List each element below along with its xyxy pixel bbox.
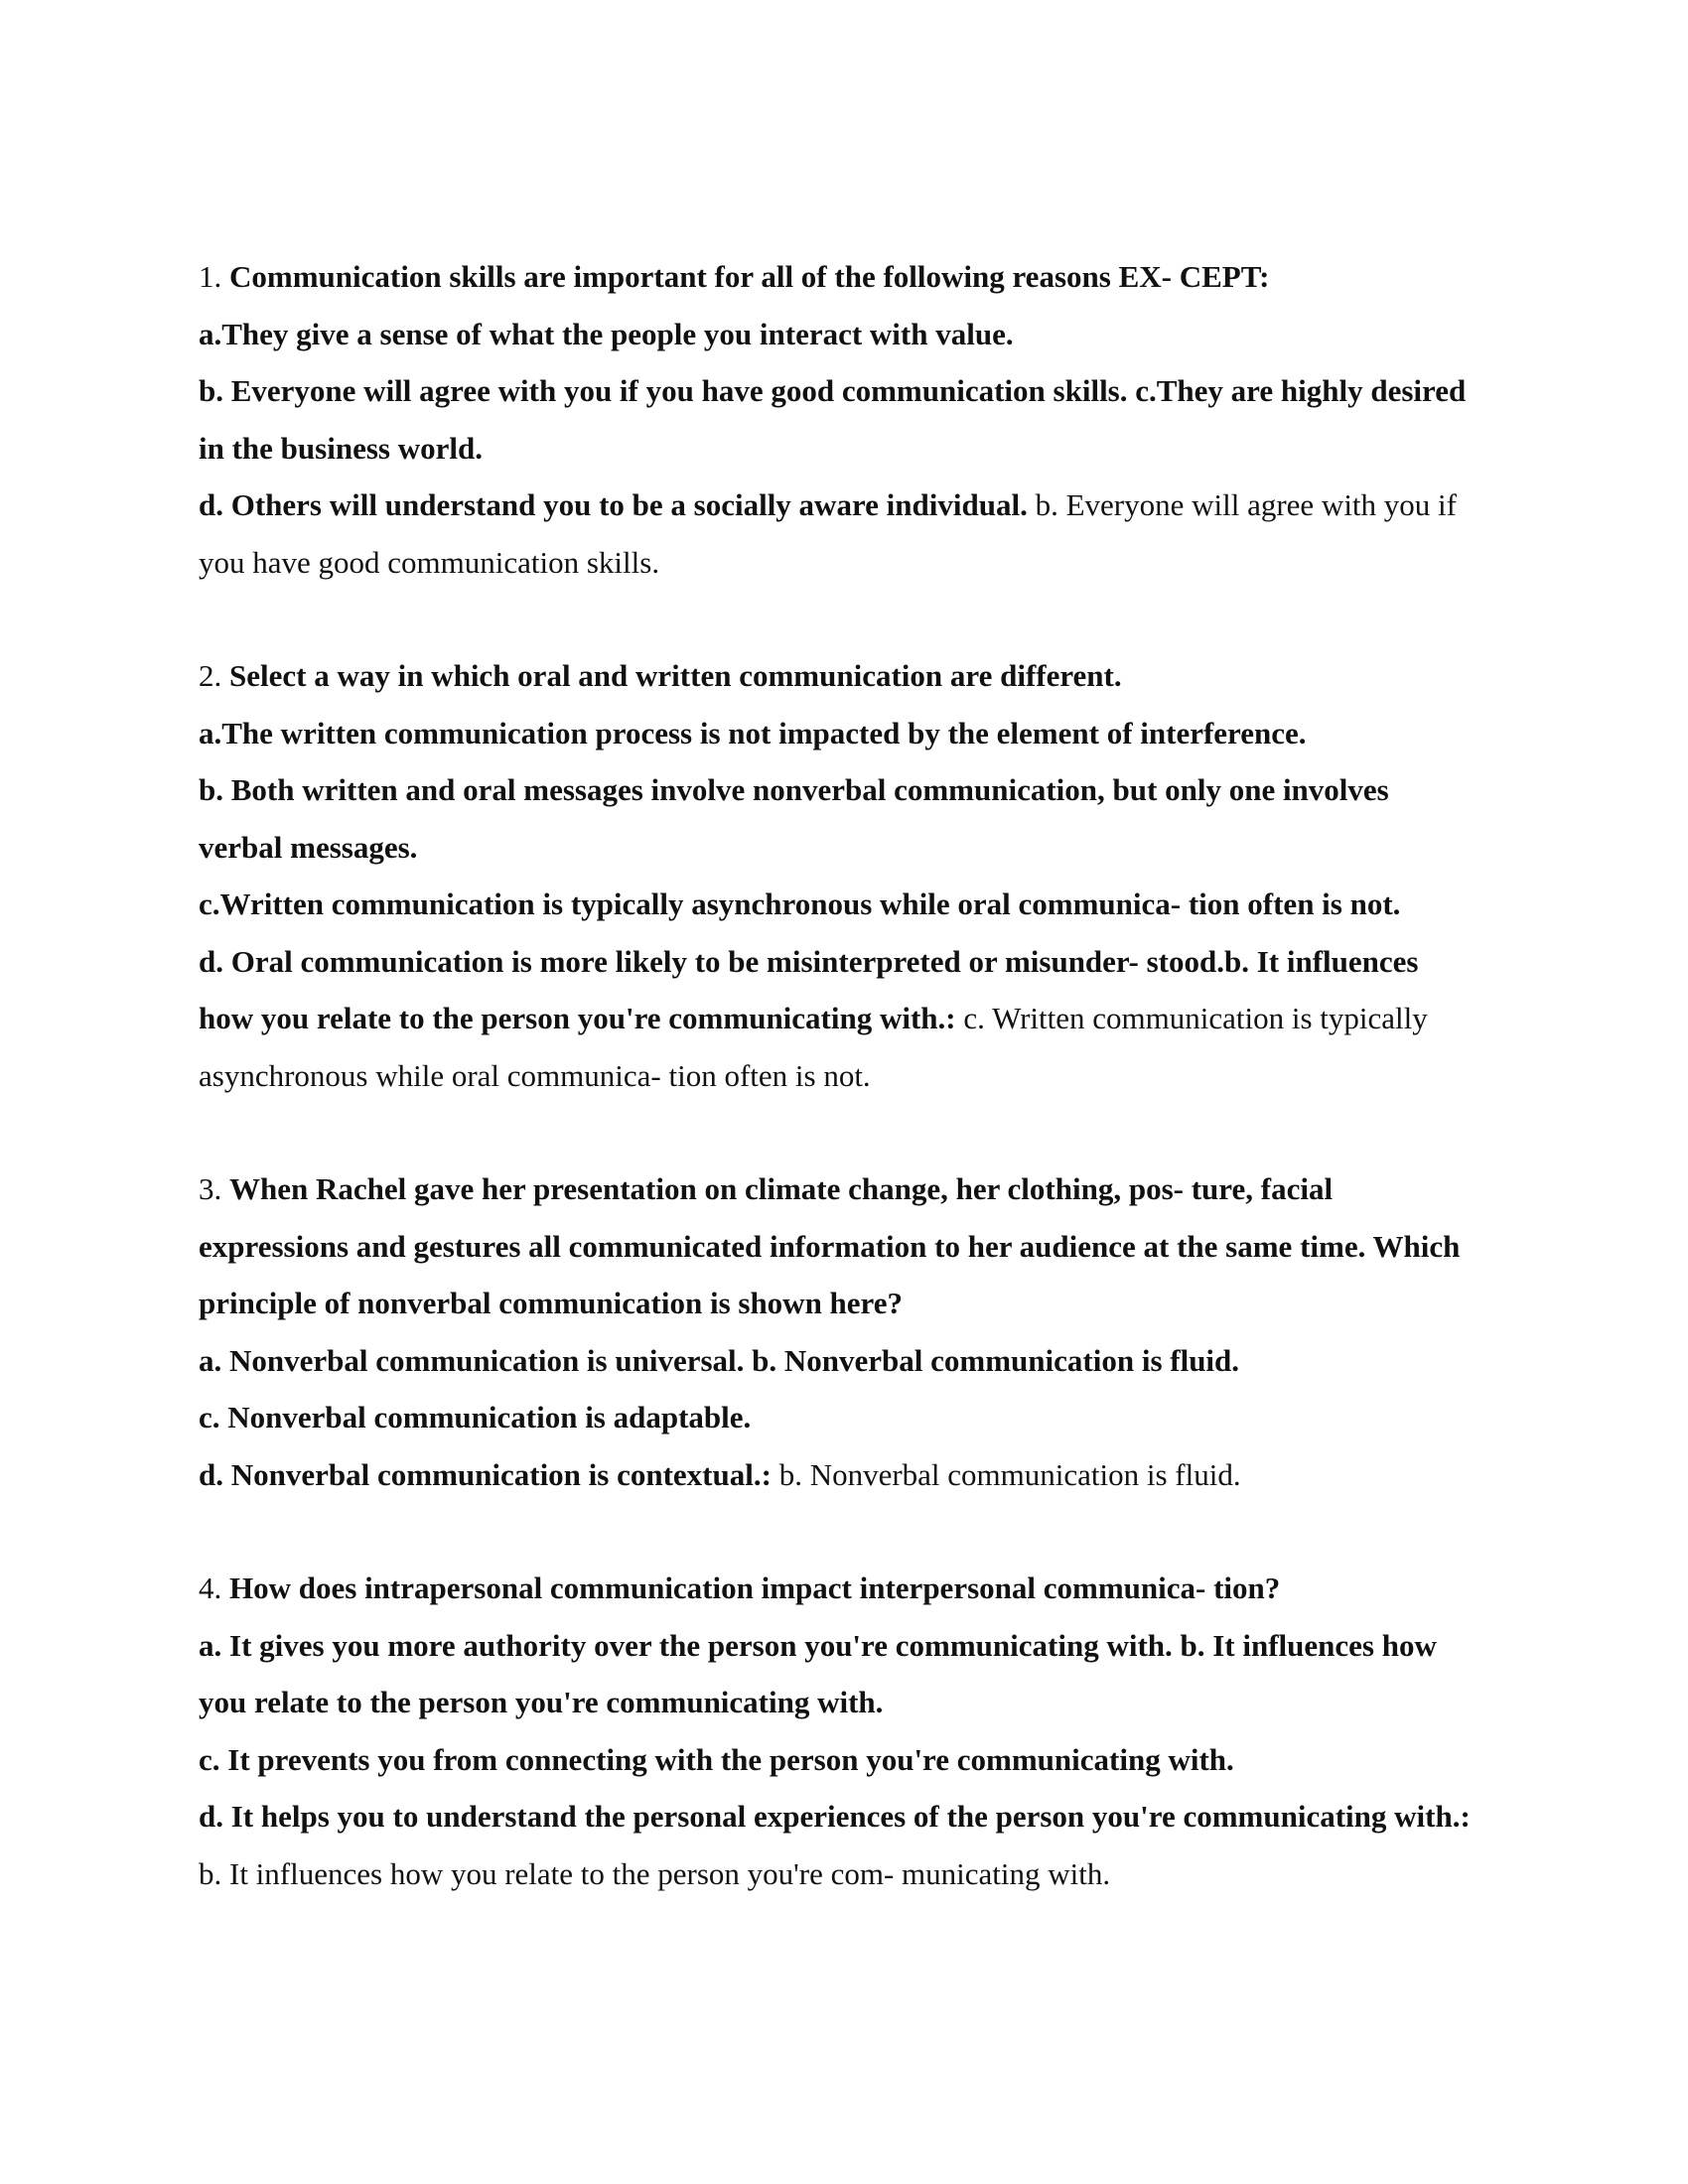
question-2 [199,647,1479,1104]
question-number: 1. [199,259,222,294]
answer-label: b. [778,1456,802,1492]
option-a-b: a. Nonverbal communication is universal. b. Nonverbal communication is fluid. [199,1342,1240,1378]
option-a: a.They give a sense of what the people you interact with value. [199,316,1014,351]
answer-text: Written communication is typically asynchronous while oral communica- tion often is not. [199,1001,1428,1093]
answer-label: c. [963,1001,985,1035]
answer-text: Everyone will agree with you if you have good communication skills. [199,487,1457,580]
question-text: Communication skills are important for all of the following reasons EX- CEPT: [229,259,1270,294]
question-4 [199,1560,1479,1902]
answer-label: b. [1035,487,1058,522]
question-stem [199,248,1479,306]
answer-text: Nonverbal communication is fluid. [809,1456,1241,1492]
question-stem [199,1560,1479,1617]
question-text: When Rachel gave her presentation on climate change, her clothing, pos- ture, facial expressions and gestures all communicated information to her audience at the same time. Which principle of nonverbal communication is shown here? [199,1171,1461,1320]
question-stem [199,647,1479,705]
option-d-with-answer [199,1788,1479,1902]
option-b: b. Both written and oral messages involve nonverbal communication, but only one involves verbal messages. [199,772,1389,865]
answer-label: b. [199,1855,222,1891]
option-d-with-answer [199,477,1479,591]
document-content [199,248,1479,1959]
question-number: 3. [199,1171,222,1206]
option-d: d. Nonverbal communication is contextual.: [199,1456,772,1492]
question-number: 4. [199,1570,222,1605]
option-d-with-answer [199,1446,1479,1504]
option-a: a.The written communication process is not impacted by the element of interference. [199,715,1307,751]
question-1 [199,248,1479,591]
question-3 [199,1160,1479,1503]
question-stem [199,1160,1479,1332]
option-c: c.Written communication is typically asynchronous while oral communica- tion often is not. [199,887,1401,921]
answer-text: It influences how you relate to the person you're com- municating with. [229,1855,1111,1891]
question-text: How does intrapersonal communication impact interpersonal communica- tion? [229,1570,1281,1605]
option-c: c. Nonverbal communication is adaptable. [199,1400,752,1434]
option-a-b: a. It gives you more authority over the person you're communicating with. b. It influences how you relate to the person you're communicating with. [199,1627,1437,1719]
option-b-c: b. Everyone will agree with you if you have good communication skills. c.They are highly desired in the business world. [199,373,1467,466]
option-d: d. It helps you to understand the personal experiences of the person you're communicating with.: [199,1799,1471,1834]
option-d-with-answer [199,933,1479,1105]
option-c: c. It prevents you from connecting with the person you're communicating with. [199,1741,1234,1777]
option-d: d. Others will understand you to be a socially aware individual. [199,487,1028,522]
option-d: d. Oral communication is more likely to be misinterpreted or misunder- stood.b. It influences how you relate to the person you're communicating with.: [199,943,1419,1035]
question-number: 2. [199,658,222,693]
question-text: Select a way in which oral and written communication are different. [229,658,1122,693]
